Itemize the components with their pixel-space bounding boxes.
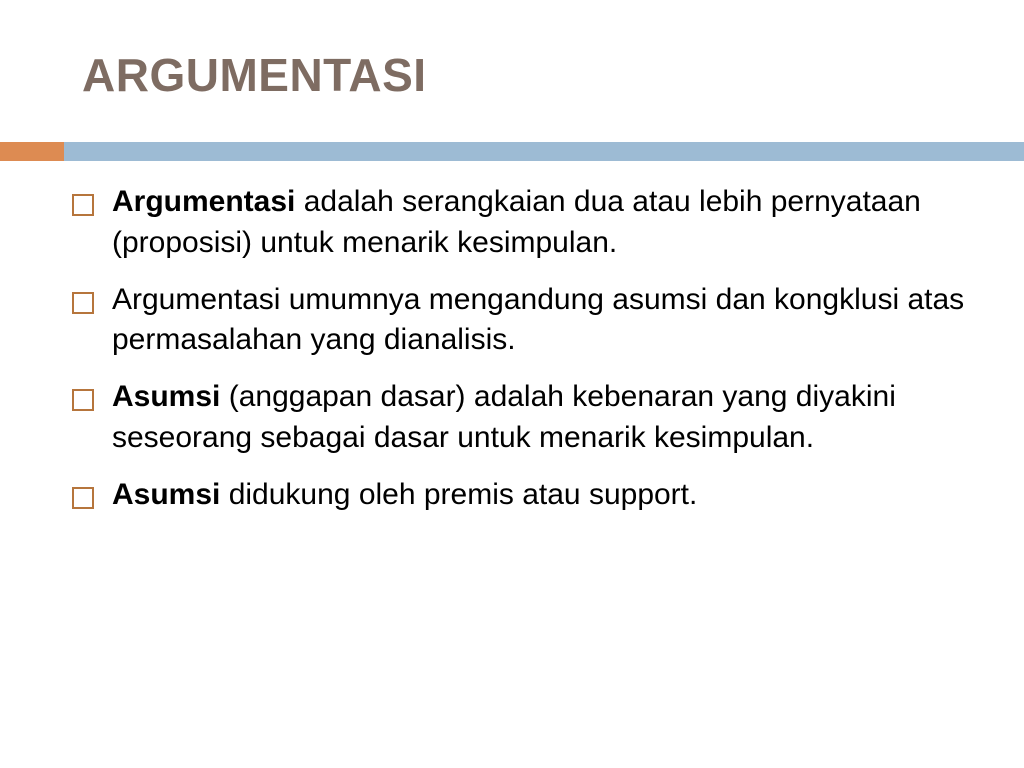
list-item-body: Argumentasi umumnya mengandung asumsi dan kongklusi atas permasalahan yang dianalisis. xyxy=(112,282,965,357)
square-bullet-icon xyxy=(72,487,94,509)
title-accent-bar xyxy=(0,142,64,161)
title-divider-bar xyxy=(64,142,1024,161)
list-item-body: didukung oleh premis atau support. xyxy=(220,477,698,511)
list-item xyxy=(72,280,992,362)
list-item xyxy=(72,377,992,459)
list-item-lead: Asumsi xyxy=(112,380,221,414)
square-bullet-icon xyxy=(72,194,94,216)
list-item-lead: Argumentasi xyxy=(112,185,296,218)
list-item-text xyxy=(112,475,982,516)
square-bullet-icon xyxy=(72,389,94,411)
bullet-list xyxy=(72,182,992,532)
square-bullet-icon xyxy=(72,292,94,314)
list-item-body: adalah serangkaian dua atau lebih pernyataan (proposisi) untuk menarik kesimpulan. xyxy=(112,185,921,259)
list-item-lead: Asumsi xyxy=(112,477,221,511)
page-title: ARGUMENTASI xyxy=(82,49,427,101)
list-item xyxy=(72,475,992,516)
list-item-text xyxy=(112,182,982,264)
list-item-text xyxy=(112,377,982,459)
list-item-body: (anggapan dasar) adalah kebenaran yang diyakini seseorang sebagai dasar untuk menarik kesimpulan. xyxy=(112,380,896,454)
list-item-text xyxy=(112,280,982,362)
list-item xyxy=(72,182,992,264)
